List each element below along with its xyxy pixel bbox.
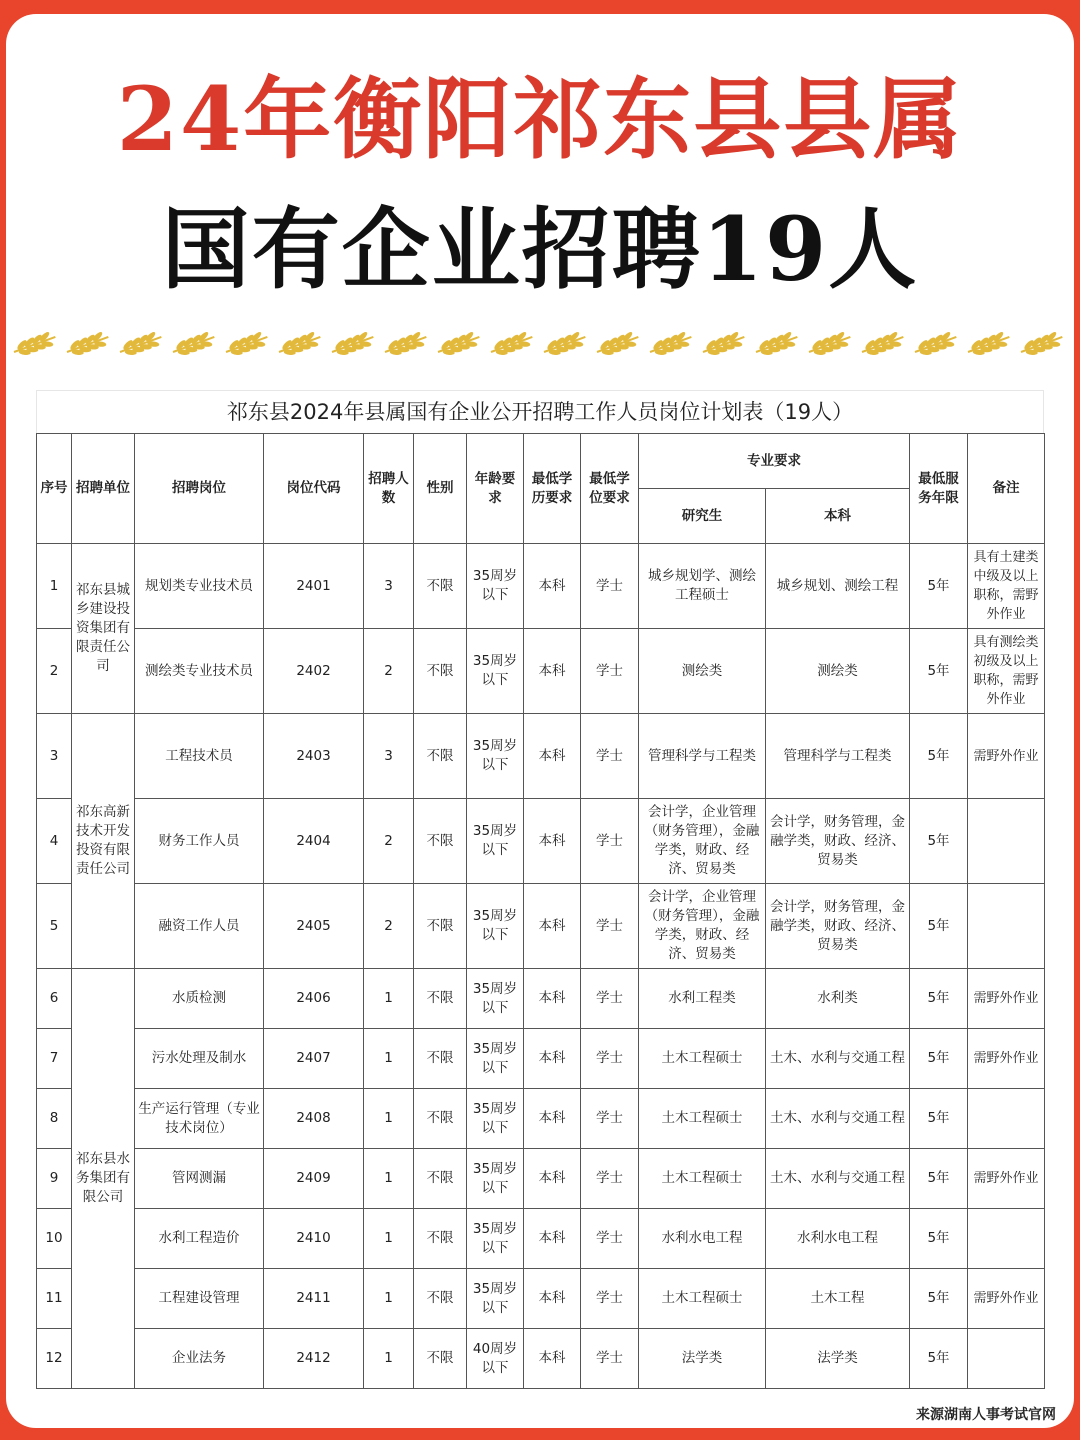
header-no: 序号: [37, 434, 72, 544]
wheat-ear-icon: [541, 332, 588, 360]
wheat-ear-icon: [700, 332, 747, 360]
wheat-ear-icon: [965, 332, 1012, 360]
table-row: [37, 629, 1045, 714]
row-gender: 不限: [414, 799, 467, 884]
header-major-ug: 本科: [766, 489, 910, 544]
recruitment-table: [36, 433, 1045, 1389]
poster-card: [6, 14, 1074, 1428]
recruitment-table-wrap: [36, 390, 1044, 1389]
row-service: 5年: [910, 1209, 968, 1269]
row-note: 具有测绘类初级及以上职称，需野外作业: [968, 629, 1045, 714]
row-gender: 不限: [414, 969, 467, 1029]
row-count: 1: [364, 1149, 414, 1209]
row-major-ug: 法学类: [766, 1329, 910, 1389]
row-position: 水质检测: [135, 969, 264, 1029]
row-edu: 本科: [524, 544, 581, 629]
row-no: 4: [37, 799, 72, 884]
wheat-ear-icon: [435, 332, 482, 360]
row-major-ug: 会计学，财务管理，金融学类，财政、经济、贸易类: [766, 799, 910, 884]
row-position: 生产运行管理（专业技术岗位）: [135, 1089, 264, 1149]
row-no: 12: [37, 1329, 72, 1389]
row-major-ug: 管理科学与工程类: [766, 714, 910, 799]
source-credit: 来源湖南人事考试官网: [916, 1407, 1056, 1423]
row-degree: 学士: [581, 1089, 639, 1149]
title-line-2: 国有企业招聘19人: [161, 197, 919, 301]
row-no: 7: [37, 1029, 72, 1089]
wheat-ear-icon: [806, 332, 853, 360]
table-row: [37, 969, 1045, 1029]
row-age: 35周岁以下: [467, 1089, 524, 1149]
row-unit: 祁东高新技术开发投资有限责任公司: [72, 714, 135, 969]
row-degree: 学士: [581, 1329, 639, 1389]
header-code: 岗位代码: [264, 434, 364, 544]
row-no: 10: [37, 1209, 72, 1269]
row-code: 2405: [264, 884, 364, 969]
row-service: 5年: [910, 884, 968, 969]
table-title: 祁东县2024年县属国有企业公开招聘工作人员岗位计划表（19人）: [36, 390, 1044, 433]
row-degree: 学士: [581, 1149, 639, 1209]
row-service: 5年: [910, 1029, 968, 1089]
header-unit: 招聘单位: [72, 434, 135, 544]
row-gender: 不限: [414, 629, 467, 714]
row-major-grad: 土木工程硕士: [639, 1149, 766, 1209]
row-note: [968, 1209, 1045, 1269]
table-row: [37, 1329, 1045, 1389]
wheat-ear-icon: [594, 332, 641, 360]
row-edu: 本科: [524, 1029, 581, 1089]
row-major-grad: 土木工程硕士: [639, 1089, 766, 1149]
row-edu: 本科: [524, 884, 581, 969]
row-note: 需野外作业: [968, 1149, 1045, 1209]
row-edu: 本科: [524, 1269, 581, 1329]
wheat-ear-icon: [64, 332, 111, 360]
row-gender: 不限: [414, 1089, 467, 1149]
wheat-ear-icon: [912, 332, 959, 360]
row-service: 5年: [910, 714, 968, 799]
wheat-ear-icon: [276, 332, 323, 360]
row-position: 工程建设管理: [135, 1269, 264, 1329]
table-row: [37, 1269, 1045, 1329]
row-no: 3: [37, 714, 72, 799]
row-age: 35周岁以下: [467, 714, 524, 799]
row-count: 2: [364, 799, 414, 884]
row-age: 35周岁以下: [467, 629, 524, 714]
row-major-ug: 土木、水利与交通工程: [766, 1029, 910, 1089]
row-note: 具有土建类中级及以上职称，需野外作业: [968, 544, 1045, 629]
header-note: 备注: [968, 434, 1045, 544]
row-position: 水利工程造价: [135, 1209, 264, 1269]
row-degree: 学士: [581, 799, 639, 884]
header-gender: 性别: [414, 434, 467, 544]
row-count: 1: [364, 1029, 414, 1089]
row-code: 2403: [264, 714, 364, 799]
row-gender: 不限: [414, 1329, 467, 1389]
row-age: 35周岁以下: [467, 1029, 524, 1089]
row-age: 35周岁以下: [467, 1149, 524, 1209]
row-edu: 本科: [524, 1329, 581, 1389]
table-row: [37, 1029, 1045, 1089]
row-note: 需野外作业: [968, 1029, 1045, 1089]
row-degree: 学士: [581, 544, 639, 629]
row-major-ug: 城乡规划、测绘工程: [766, 544, 910, 629]
row-service: 5年: [910, 799, 968, 884]
row-code: 2412: [264, 1329, 364, 1389]
row-gender: 不限: [414, 884, 467, 969]
row-edu: 本科: [524, 799, 581, 884]
wheat-ear-icon: [859, 332, 906, 360]
row-count: 1: [364, 1089, 414, 1149]
row-service: 5年: [910, 1329, 968, 1389]
wheat-ear-icon: [382, 332, 429, 360]
row-major-ug: 测绘类: [766, 629, 910, 714]
row-major-ug: 会计学，财务管理，金融学类，财政、经济、贸易类: [766, 884, 910, 969]
header-age: 年龄要求: [467, 434, 524, 544]
row-code: 2410: [264, 1209, 364, 1269]
row-note: 需野外作业: [968, 1269, 1045, 1329]
row-major-ug: 土木工程: [766, 1269, 910, 1329]
row-edu: 本科: [524, 1209, 581, 1269]
table-row: [37, 544, 1045, 629]
row-code: 2408: [264, 1089, 364, 1149]
row-note: 需野外作业: [968, 969, 1045, 1029]
title-line-1: 24年衡阳祁东县县属: [116, 67, 964, 171]
row-major-grad: 土木工程硕士: [639, 1029, 766, 1089]
wheat-ear-icon: [170, 332, 217, 360]
row-note: [968, 1089, 1045, 1149]
row-code: 2406: [264, 969, 364, 1029]
row-no: 6: [37, 969, 72, 1029]
row-major-grad: 水利工程类: [639, 969, 766, 1029]
row-degree: 学士: [581, 1269, 639, 1329]
row-service: 5年: [910, 544, 968, 629]
row-code: 2411: [264, 1269, 364, 1329]
row-major-grad: 土木工程硕士: [639, 1269, 766, 1329]
table-body: [37, 544, 1045, 1389]
wheat-divider: [6, 332, 1074, 372]
row-position: 企业法务: [135, 1329, 264, 1389]
row-degree: 学士: [581, 1209, 639, 1269]
row-code: 2407: [264, 1029, 364, 1089]
row-age: 35周岁以下: [467, 544, 524, 629]
row-note: [968, 799, 1045, 884]
row-major-ug: 水利水电工程: [766, 1209, 910, 1269]
row-major-grad: 会计学，企业管理（财务管理），金融学类，财政、经济、贸易类: [639, 799, 766, 884]
row-gender: 不限: [414, 1149, 467, 1209]
row-major-grad: 测绘类: [639, 629, 766, 714]
wheat-ear-icon: [11, 332, 58, 360]
header-edu: 最低学历要求: [524, 434, 581, 544]
row-position: 测绘类专业技术员: [135, 629, 264, 714]
row-degree: 学士: [581, 969, 639, 1029]
row-position: 污水处理及制水: [135, 1029, 264, 1089]
row-no: 5: [37, 884, 72, 969]
row-major-grad: 管理科学与工程类: [639, 714, 766, 799]
row-major-ug: 土木、水利与交通工程: [766, 1089, 910, 1149]
row-service: 5年: [910, 1269, 968, 1329]
row-count: 3: [364, 544, 414, 629]
row-no: 11: [37, 1269, 72, 1329]
row-gender: 不限: [414, 1269, 467, 1329]
header-major-grad: 研究生: [639, 489, 766, 544]
row-count: 1: [364, 1329, 414, 1389]
row-code: 2404: [264, 799, 364, 884]
row-note: [968, 1329, 1045, 1389]
row-count: 1: [364, 1269, 414, 1329]
row-edu: 本科: [524, 714, 581, 799]
row-position: 工程技术员: [135, 714, 264, 799]
table-row: [37, 1209, 1045, 1269]
row-code: 2409: [264, 1149, 364, 1209]
row-no: 1: [37, 544, 72, 629]
wheat-ear-icon: [223, 332, 270, 360]
row-degree: 学士: [581, 884, 639, 969]
row-gender: 不限: [414, 714, 467, 799]
wheat-ear-icon: [117, 332, 164, 360]
row-position: 财务工作人员: [135, 799, 264, 884]
wheat-ear-icon: [488, 332, 535, 360]
row-age: 35周岁以下: [467, 1269, 524, 1329]
wheat-ornament-icon: [6, 332, 1074, 372]
row-unit: 祁东县水务集团有限公司: [72, 969, 135, 1389]
header-count: 招聘人数: [364, 434, 414, 544]
row-count: 3: [364, 714, 414, 799]
table-row: [37, 1089, 1045, 1149]
row-code: 2402: [264, 629, 364, 714]
row-age: 40周岁以下: [467, 1329, 524, 1389]
header-degree: 最低学位要求: [581, 434, 639, 544]
row-degree: 学士: [581, 629, 639, 714]
row-position: 规划类专业技术员: [135, 544, 264, 629]
header-major: 专业要求: [639, 434, 910, 489]
row-age: 35周岁以下: [467, 884, 524, 969]
row-degree: 学士: [581, 1029, 639, 1089]
row-major-ug: 水利类: [766, 969, 910, 1029]
wheat-ear-icon: [329, 332, 376, 360]
row-age: 35周岁以下: [467, 969, 524, 1029]
row-major-grad: 法学类: [639, 1329, 766, 1389]
row-major-grad: 水利水电工程: [639, 1209, 766, 1269]
row-edu: 本科: [524, 1149, 581, 1209]
header-position: 招聘岗位: [135, 434, 264, 544]
row-unit: 祁东县城乡建设投资集团有限责任公司: [72, 544, 135, 714]
row-note: 需野外作业: [968, 714, 1045, 799]
row-age: 35周岁以下: [467, 1209, 524, 1269]
row-no: 9: [37, 1149, 72, 1209]
row-service: 5年: [910, 1149, 968, 1209]
table-row: [37, 799, 1045, 884]
row-age: 35周岁以下: [467, 799, 524, 884]
table-row: [37, 1149, 1045, 1209]
row-gender: 不限: [414, 544, 467, 629]
row-major-ug: 土木、水利与交通工程: [766, 1149, 910, 1209]
row-position: 融资工作人员: [135, 884, 264, 969]
row-major-grad: 城乡规划学、测绘工程硕士: [639, 544, 766, 629]
row-service: 5年: [910, 969, 968, 1029]
row-service: 5年: [910, 629, 968, 714]
row-edu: 本科: [524, 629, 581, 714]
row-position: 管网测漏: [135, 1149, 264, 1209]
row-no: 2: [37, 629, 72, 714]
wheat-ear-icon: [1018, 332, 1065, 360]
row-no: 8: [37, 1089, 72, 1149]
wheat-ear-icon: [753, 332, 800, 360]
row-edu: 本科: [524, 1089, 581, 1149]
table-row: [37, 714, 1045, 799]
row-service: 5年: [910, 1089, 968, 1149]
row-code: 2401: [264, 544, 364, 629]
row-note: [968, 884, 1045, 969]
header-service: 最低服务年限: [910, 434, 968, 544]
table-row: [37, 884, 1045, 969]
wheat-ear-icon: [647, 332, 694, 360]
row-edu: 本科: [524, 969, 581, 1029]
row-gender: 不限: [414, 1029, 467, 1089]
row-count: 1: [364, 969, 414, 1029]
row-count: 2: [364, 884, 414, 969]
row-count: 2: [364, 629, 414, 714]
row-major-grad: 会计学，企业管理（财务管理），金融学类，财政、经济、贸易类: [639, 884, 766, 969]
row-gender: 不限: [414, 1209, 467, 1269]
row-degree: 学士: [581, 714, 639, 799]
row-count: 1: [364, 1209, 414, 1269]
